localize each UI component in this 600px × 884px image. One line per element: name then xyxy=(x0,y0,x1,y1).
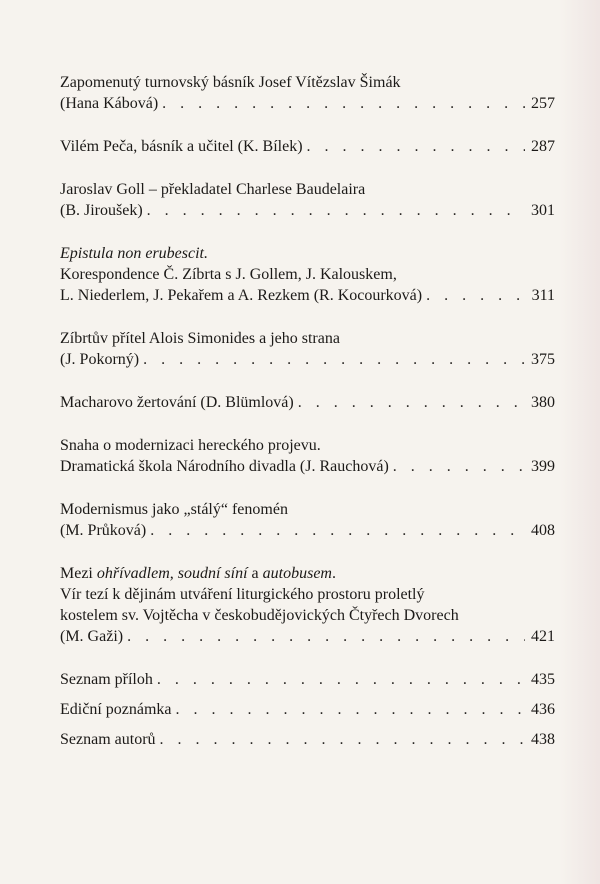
page-number: 257 xyxy=(531,95,555,112)
toc-entry-text: L. Niederlem, J. Pekařem a A. Rezkem (R. Kocourková) xyxy=(60,287,423,304)
page-number: 438 xyxy=(531,731,555,748)
toc-entry-text: Ediční poznámka xyxy=(60,701,172,718)
dot-leader xyxy=(123,626,525,647)
toc-entry-mezi[interactable] xyxy=(60,563,555,647)
toc-entry-text: (B. Jiroušek) xyxy=(60,202,143,219)
page-number: 301 xyxy=(531,202,555,219)
toc-entry-text: Dramatická škola Národního divadla (J. Rauchová) xyxy=(60,458,389,475)
page-number: 408 xyxy=(531,522,555,539)
toc-title-line: Korespondence Č. Zíbrta s J. Gollem, J. Kalouskem, xyxy=(60,266,397,283)
toc-entry-peca[interactable] xyxy=(60,136,555,157)
toc-last-line xyxy=(60,93,555,114)
page-number: 380 xyxy=(531,394,555,411)
toc-entry-simak[interactable] xyxy=(60,72,555,114)
dot-leader xyxy=(143,200,525,221)
toc-entry-text: (M. Gaži) xyxy=(60,628,124,645)
toc-title-line: Epistula non erubescit. xyxy=(60,245,208,262)
toc-entry-text: Macharovo žertování (D. Blümlová) xyxy=(60,394,294,411)
page-number: 435 xyxy=(531,671,555,688)
toc-entry-machar[interactable] xyxy=(60,392,555,413)
toc-title-line: Snaha o modernizaci hereckého projevu. xyxy=(60,437,321,454)
page-number: 375 xyxy=(531,351,555,368)
toc-title-line: Mezi ohřívadlem, soudní síní a autobusem. xyxy=(60,565,336,582)
dot-leader xyxy=(303,136,525,157)
toc-entry-snaha[interactable] xyxy=(60,435,555,477)
dot-leader xyxy=(389,456,525,477)
toc-last-line xyxy=(60,392,555,413)
toc-title-line: Modernismus jako „stálý“ fenomén xyxy=(60,501,288,518)
toc-entry-goll[interactable] xyxy=(60,179,555,221)
toc-entry-edicni-poznamka[interactable] xyxy=(60,699,555,720)
toc-title-line: kostelem sv. Vojtěcha v českobudějovických Čtyřech Dvorech xyxy=(60,607,459,624)
toc-last-line xyxy=(60,285,555,306)
toc-title-line: Zíbrtův přítel Alois Simonides a jeho strana xyxy=(60,330,340,347)
page-number: 287 xyxy=(531,138,555,155)
toc-entry-epistula[interactable] xyxy=(60,243,555,306)
page-number: 399 xyxy=(531,458,555,475)
dot-leader xyxy=(153,669,525,690)
toc-entry-modernismus[interactable] xyxy=(60,499,555,541)
dot-leader xyxy=(294,392,525,413)
toc-last-line xyxy=(60,520,555,541)
toc-entry-text: (J. Pokorný) xyxy=(60,351,140,368)
dot-leader xyxy=(156,729,525,750)
toc-entry-seznam-autoru[interactable] xyxy=(60,729,555,750)
toc-last-line xyxy=(60,456,555,477)
toc-last-line xyxy=(60,626,555,647)
toc-entry-text: (Hana Kábová) xyxy=(60,95,159,112)
dot-leader xyxy=(146,520,525,541)
toc-title-line: Zapomenutý turnovský básník Josef Vítězslav Šimák xyxy=(60,74,401,91)
toc-last-line xyxy=(60,669,555,690)
page-number: 311 xyxy=(531,287,555,304)
toc-title-line: Vír tezí k dějinám utváření liturgického prostoru proletlý xyxy=(60,586,425,603)
toc-title-line: Jaroslav Goll – překladatel Charlese Baudelaira xyxy=(60,181,366,198)
dot-leader xyxy=(158,93,525,114)
dot-leader xyxy=(422,285,525,306)
dot-leader xyxy=(139,349,525,370)
page-number: 421 xyxy=(531,628,555,645)
toc-entry-text: (M. Průková) xyxy=(60,522,147,539)
toc-last-line xyxy=(60,200,555,221)
toc-entry-simonides[interactable] xyxy=(60,328,555,370)
toc-last-line xyxy=(60,136,555,157)
toc-entry-text: Seznam autorů xyxy=(60,731,156,748)
page-edge-shadow xyxy=(560,0,600,884)
toc-entry-text: Vilém Peča, básník a učitel (K. Bílek) xyxy=(60,138,303,155)
toc-last-line xyxy=(60,729,555,750)
table-of-contents xyxy=(60,72,555,759)
toc-last-line xyxy=(60,349,555,370)
toc-entry-text: Seznam příloh xyxy=(60,671,153,688)
dot-leader xyxy=(172,699,525,720)
page-number: 436 xyxy=(531,701,555,718)
toc-last-line xyxy=(60,699,555,720)
toc-entry-seznam-priloh[interactable] xyxy=(60,669,555,690)
